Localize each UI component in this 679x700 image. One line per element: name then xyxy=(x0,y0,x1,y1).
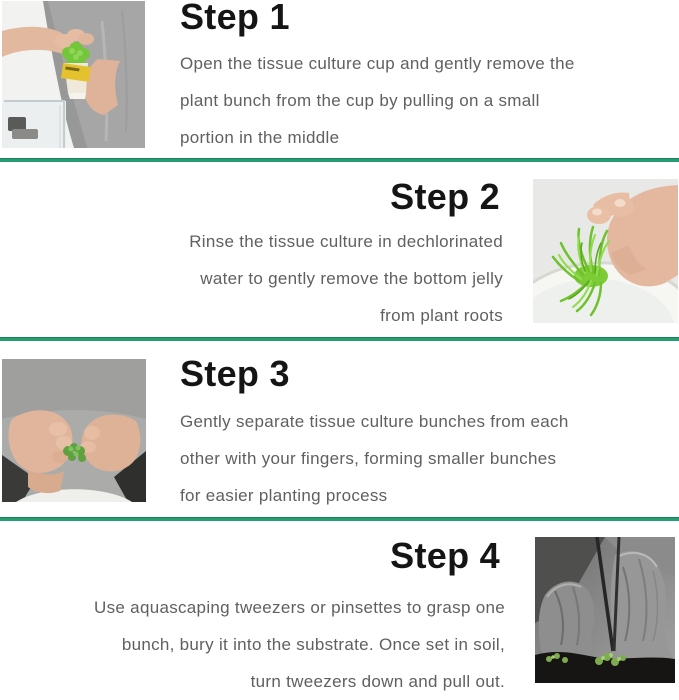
step-1-line-2: plant bunch from the cup by pulling on a small xyxy=(180,91,540,110)
step-2-title: Step 2 xyxy=(390,176,500,217)
step-3-photo xyxy=(2,359,146,502)
step-4-photo xyxy=(535,537,675,683)
step-3-description xyxy=(180,403,569,514)
step-1-photo xyxy=(2,1,145,148)
step-4-line-2: bunch, bury it into the substrate. Once set in soil, xyxy=(121,635,505,654)
step-4-title: Step 4 xyxy=(390,535,500,576)
step-1-title: Step 1 xyxy=(180,0,290,37)
step-4-description xyxy=(94,589,505,700)
step-2-line-3: from plant roots xyxy=(380,306,503,325)
step-2-line-1: Rinse the tissue culture in dechlorinated xyxy=(189,232,503,251)
step-1-line-1: Open the tissue culture cup and gently remove the xyxy=(180,54,575,73)
step-2-line-2: water to gently remove the bottom jelly xyxy=(200,269,503,288)
step-2-description xyxy=(189,223,503,334)
planting-with-tweezers-image xyxy=(535,537,675,683)
step-3-title: Step 3 xyxy=(180,353,290,394)
divider-3 xyxy=(0,517,679,521)
step-2-photo xyxy=(533,179,678,323)
divider-2 xyxy=(0,337,679,341)
step-3-line-3: for easier planting process xyxy=(180,486,388,505)
step-4-line-3: turn tweezers down and pull out. xyxy=(250,672,505,691)
step-4-line-1: Use aquascaping tweezers or pinsettes to grasp one xyxy=(94,598,505,617)
step-1-description xyxy=(180,45,575,156)
rinsing-plant-image xyxy=(533,179,678,323)
tissue-culture-cup-image xyxy=(2,1,145,148)
separating-bunches-image xyxy=(2,359,146,502)
step-1-line-3: portion in the middle xyxy=(180,128,340,147)
divider-1 xyxy=(0,158,679,162)
step-3-line-2: other with your fingers, forming smaller bunches xyxy=(180,449,557,468)
step-3-line-1: Gently separate tissue culture bunches from each xyxy=(180,412,569,431)
